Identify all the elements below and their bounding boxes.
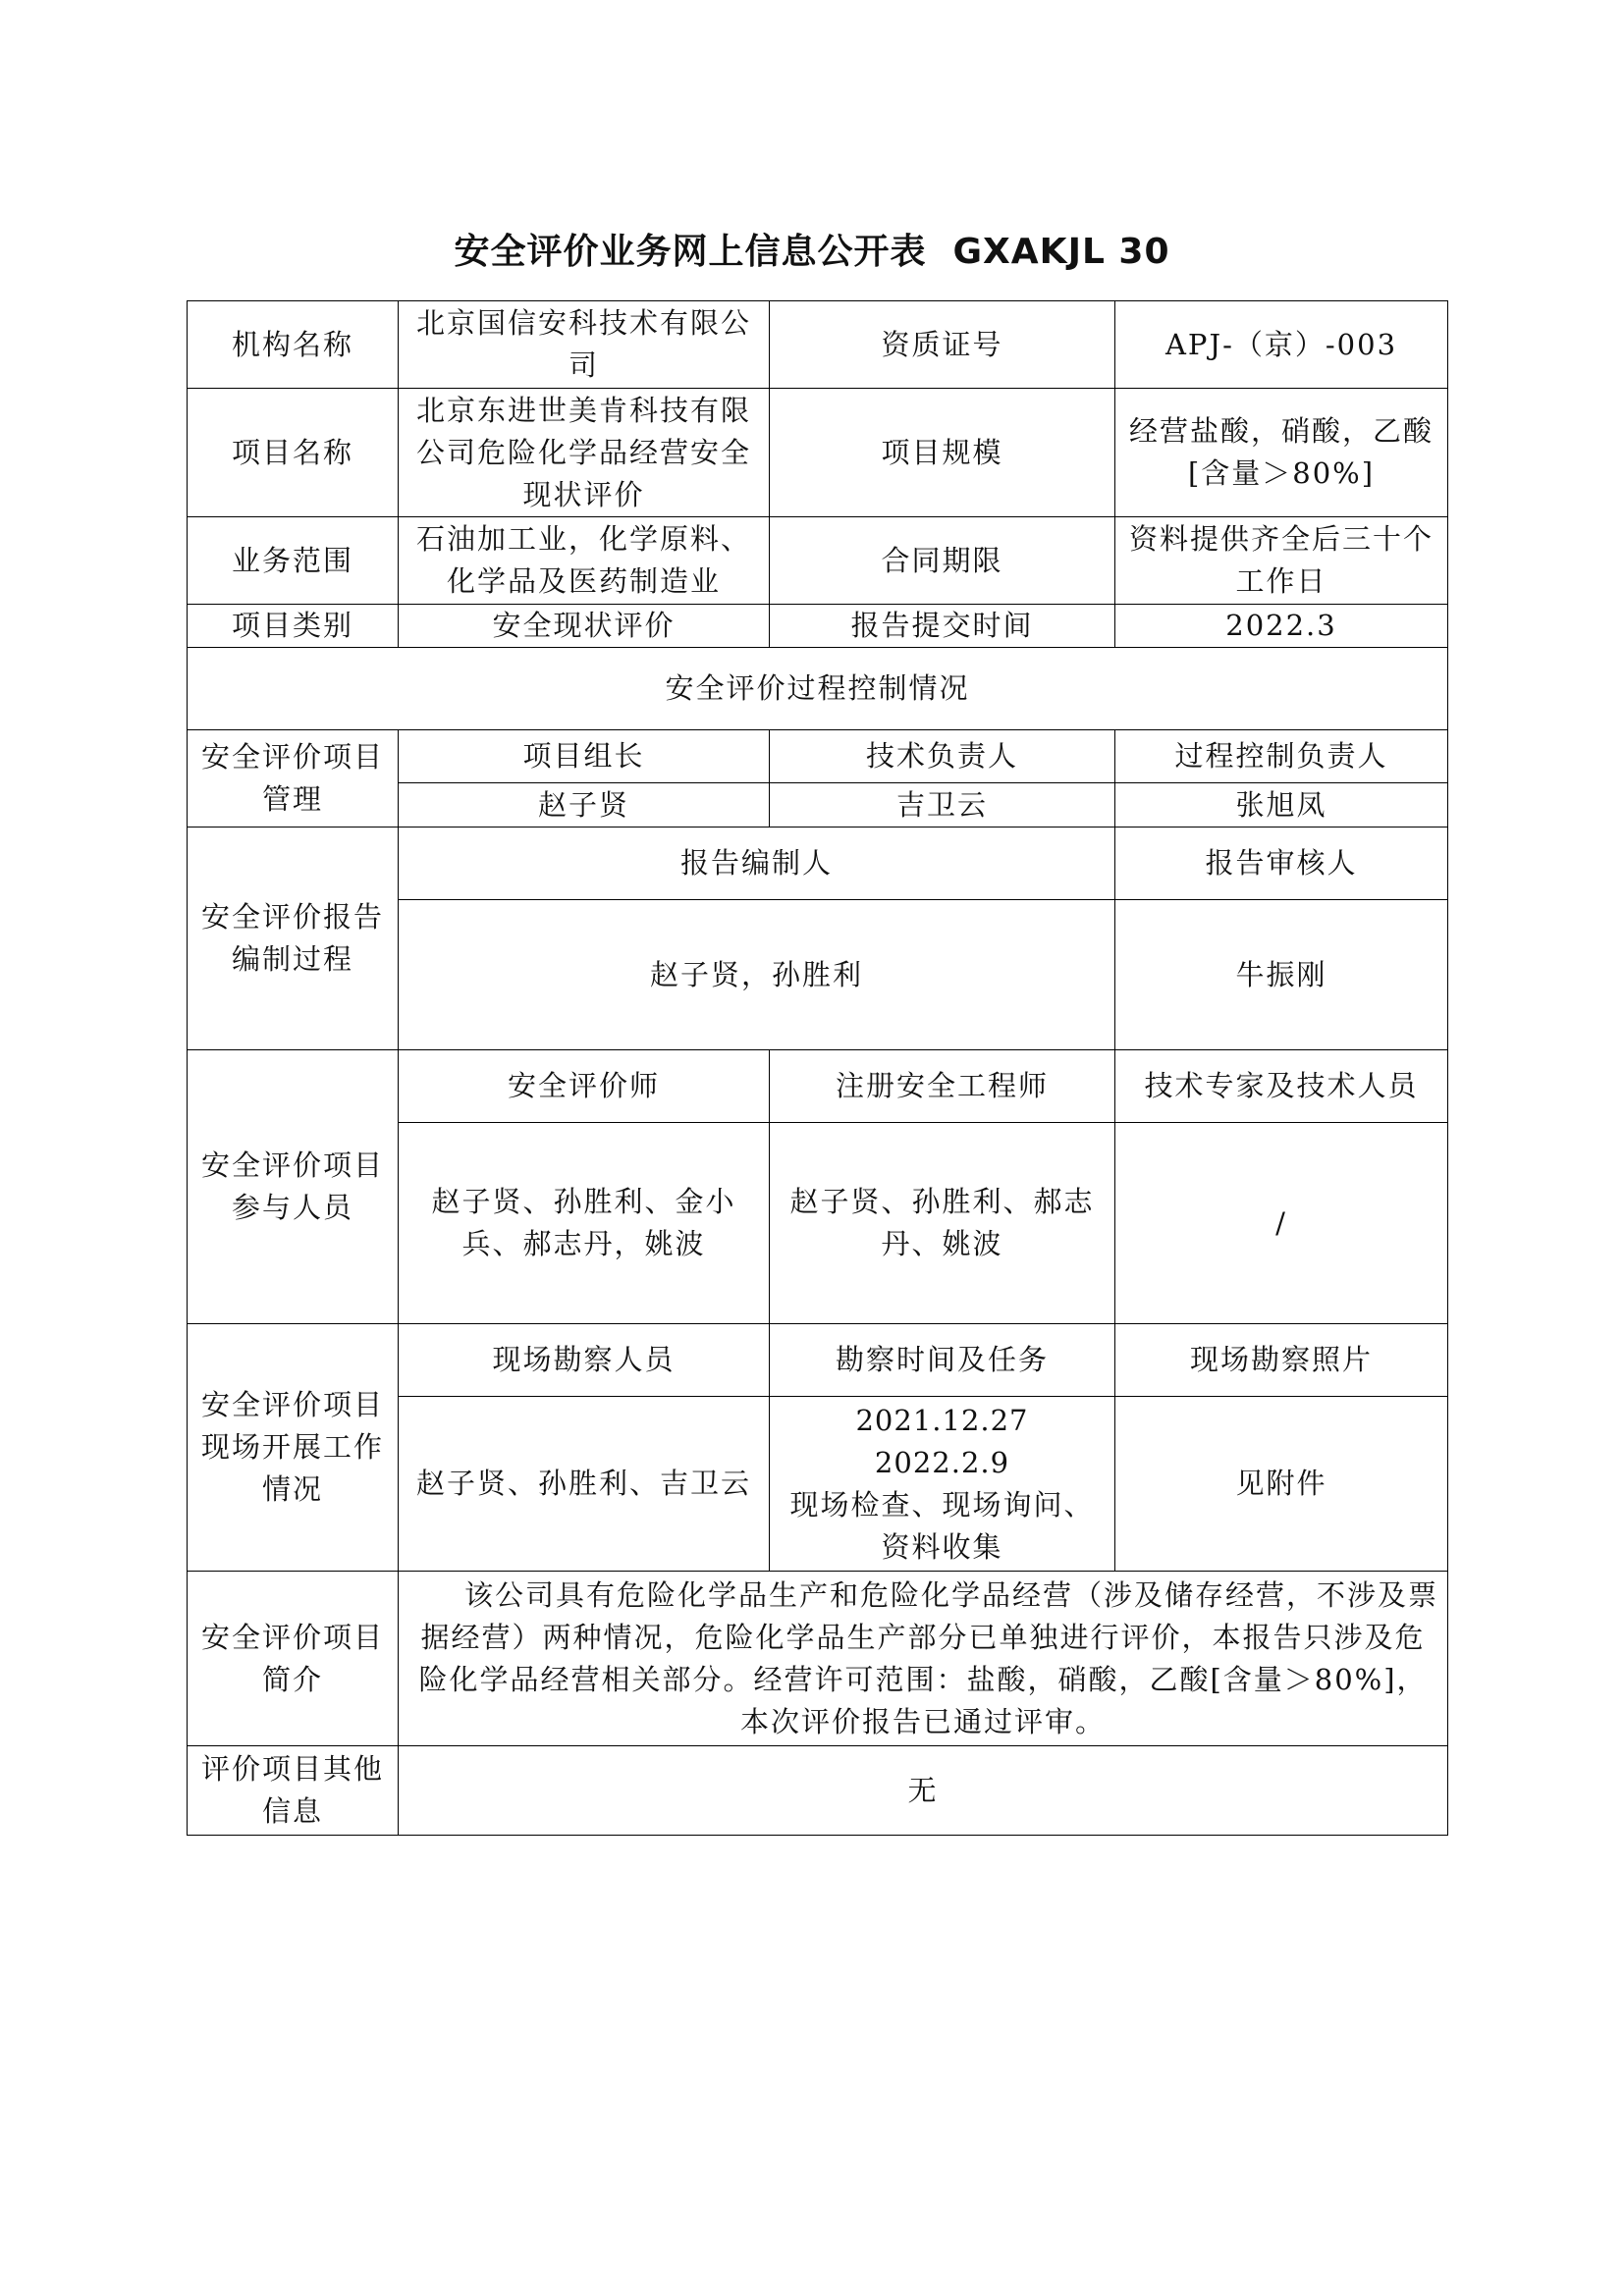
table-row [188, 517, 1448, 605]
safety-engineer-label: 注册安全工程师 [770, 1050, 1115, 1123]
page-title: 安全评价业务网上信息公开表 GXAKJL 30 [454, 232, 1170, 272]
project-scale-value: 经营盐酸，硝酸，乙酸[含量＞80%] [1115, 389, 1448, 517]
report-process-label: 安全评价报告编制过程 [188, 828, 399, 1050]
org-name-value: 北京国信安科技术有限公司 [399, 301, 770, 389]
safety-engineer-value: 赵子贤、孙胜利、郝志丹、姚波 [770, 1123, 1115, 1324]
contract-term-label: 合同期限 [770, 517, 1115, 605]
cert-no-value: APJ-（京）-003 [1115, 301, 1448, 389]
project-scale-label: 项目规模 [770, 389, 1115, 517]
contract-term-value: 资料提供齐全后三十个工作日 [1115, 517, 1448, 605]
report-author-label: 报告编制人 [399, 828, 1115, 900]
table-row [188, 389, 1448, 517]
other-info-value: 无 [399, 1746, 1448, 1836]
project-category-value: 安全现状评价 [399, 605, 770, 648]
survey-task: 现场检查、现场询问、资料收集 [789, 1487, 1095, 1564]
org-name-label: 机构名称 [188, 301, 399, 389]
table-row [188, 648, 1448, 730]
participants-label: 安全评价项目参与人员 [188, 1050, 399, 1324]
table-row [188, 1050, 1448, 1123]
onsite-photo-label: 现场勘察照片 [1115, 1324, 1448, 1397]
project-summary-label: 安全评价项目简介 [188, 1572, 399, 1746]
tech-expert-label: 技术专家及技术人员 [1115, 1050, 1448, 1123]
project-summary-text: 该公司具有危险化学品生产和危险化学品经营（涉及储存经营，不涉及票据经营）两种情况，危险化学品生产部分已单独进行评价，本报告只涉及危险化学品经营相关部分。经营许可范围：盐酸，硝酸，乙酸[含量＞80%]，本次评价报告已通过评审。 [399, 1572, 1448, 1746]
other-info-label: 评价项目其他信息 [188, 1746, 399, 1836]
table-row [188, 1746, 1448, 1836]
survey-time-value [770, 1397, 1115, 1572]
tech-lead-label: 技术负责人 [770, 730, 1115, 783]
cert-no-label: 资质证号 [770, 301, 1115, 389]
submit-time-label: 报告提交时间 [770, 605, 1115, 648]
project-leader-label: 项目组长 [399, 730, 770, 783]
table-row [188, 605, 1448, 648]
survey-date-2: 2022.2.9 [874, 1445, 1010, 1479]
table-row [188, 301, 1448, 389]
project-category-label: 项目类别 [188, 605, 399, 648]
report-reviewer-value: 牛振刚 [1115, 900, 1448, 1050]
onsite-staff-value: 赵子贤、孙胜利、吉卫云 [399, 1397, 770, 1572]
tech-expert-value: / [1115, 1123, 1448, 1324]
survey-time-label: 勘察时间及任务 [770, 1324, 1115, 1397]
info-table [187, 300, 1448, 1836]
table-row [188, 1572, 1448, 1746]
project-name-value: 北京东进世美肯科技有限公司危险化学品经营安全现状评价 [399, 389, 770, 517]
survey-date-1: 2021.12.27 [855, 1403, 1029, 1437]
project-leader-value: 赵子贤 [399, 783, 770, 828]
onsite-photo-value: 见附件 [1115, 1397, 1448, 1572]
onsite-work-label: 安全评价项目现场开展工作情况 [188, 1324, 399, 1572]
evaluator-label: 安全评价师 [399, 1050, 770, 1123]
table-row [188, 828, 1448, 900]
evaluator-value: 赵子贤、孙胜利、金小兵、郝志丹，姚波 [399, 1123, 770, 1324]
process-control-header: 安全评价过程控制情况 [188, 648, 1448, 730]
tech-lead-value: 吉卫云 [770, 783, 1115, 828]
report-reviewer-label: 报告审核人 [1115, 828, 1448, 900]
table-row [188, 730, 1448, 783]
project-management-label: 安全评价项目管理 [188, 730, 399, 828]
project-name-label: 项目名称 [188, 389, 399, 517]
process-control-lead-value: 张旭凤 [1115, 783, 1448, 828]
table-row [188, 1324, 1448, 1397]
business-scope-value: 石油加工业，化学原料、化学品及医药制造业 [399, 517, 770, 605]
submit-time-value: 2022.3 [1115, 605, 1448, 648]
process-control-lead-label: 过程控制负责人 [1115, 730, 1448, 783]
business-scope-label: 业务范围 [188, 517, 399, 605]
report-author-value: 赵子贤，孙胜利 [399, 900, 1115, 1050]
onsite-staff-label: 现场勘察人员 [399, 1324, 770, 1397]
